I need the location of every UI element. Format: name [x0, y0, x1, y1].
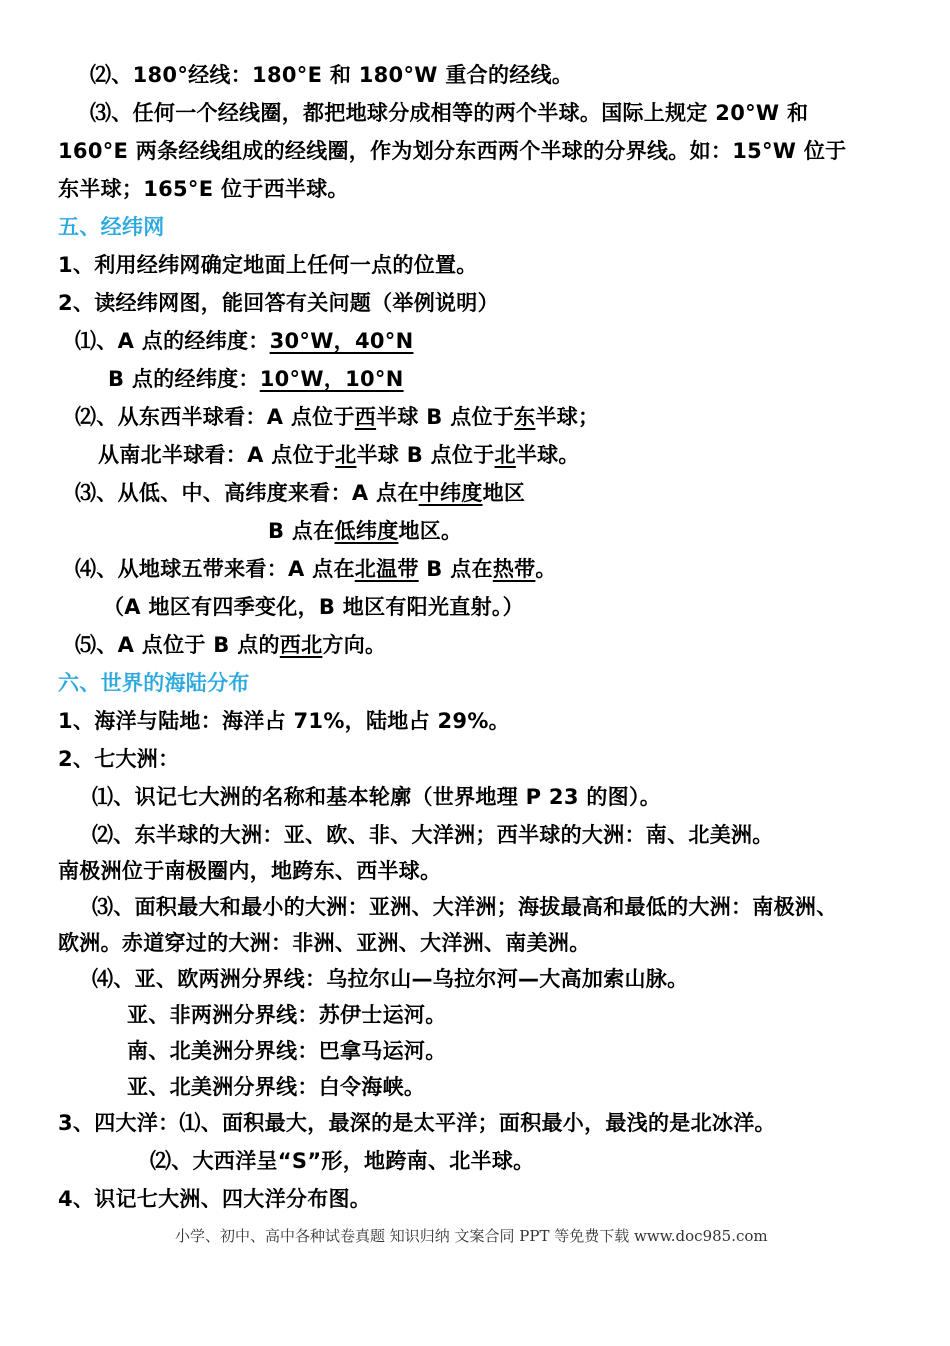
- text-line: 南、北美洲分界线：巴拿马运河。: [127, 1039, 447, 1063]
- text-fragment: 。: [535, 557, 557, 581]
- answer-underlined: 低纬度: [334, 519, 399, 543]
- text-line: 欧洲。赤道穿过的大洲：非洲、亚洲、大洋洲、南美洲。: [58, 931, 591, 955]
- text-fragment: ⑵、从东西半球看：A 点位于: [75, 405, 355, 429]
- answer-underlined: 北: [335, 443, 357, 467]
- text-fragment: 地区: [482, 481, 526, 505]
- text-fragment: B 点在: [418, 557, 493, 581]
- text-fragment: B 点的经纬度：: [108, 367, 260, 391]
- text-line: 4、识记七大洲、四大洋分布图。: [58, 1187, 372, 1211]
- text-line: 1、利用经纬网确定地面上任何一点的位置。: [58, 253, 478, 277]
- text-line: [98, 440, 580, 470]
- text-line: 3、四大洋：⑴、面积最大，最深的是太平洋；面积最小，最浅的是北冰洋。: [58, 1111, 776, 1135]
- text-line: 160°E 两条经线组成的经线圈，作为划分东西两个半球的分界线。如：15°W 位于: [58, 139, 847, 163]
- text-line: ⑶、任何一个经线圈，都把地球分成相等的两个半球。国际上规定 20°W 和: [90, 101, 809, 125]
- text-line: [75, 478, 525, 508]
- text-line: ⑵、东半球的大洲：亚、欧、非、大洋洲；西半球的大洲：南、北美洲。: [92, 823, 774, 847]
- text-line: 2、七大洲：: [58, 747, 180, 771]
- section-heading-5: 五、经纬网: [58, 215, 165, 239]
- text-fragment: ⑶、从低、中、高纬度来看：A 点在: [75, 481, 419, 505]
- text-line: [75, 326, 413, 356]
- text-fragment: 半球；: [535, 405, 600, 429]
- text-line: ⑶、面积最大和最小的大洲：亚洲、大洋洲；海拔最高和最低的大洲：南极洲、: [92, 895, 838, 919]
- text-line: 2、读经纬网图，能回答有关问题（举例说明）: [58, 291, 499, 315]
- text-line: ⑵、大西洋呈“S”形，地跨南、北半球。: [150, 1149, 535, 1173]
- answer-underlined: 西北: [279, 633, 323, 657]
- text-fragment: 半球 B 点位于: [356, 443, 495, 467]
- text-fragment: ⑸、A 点位于 B 点的: [75, 633, 280, 657]
- text-line: 东半球；165°E 位于西半球。: [58, 177, 349, 201]
- text-fragment: 半球 B 点位于: [376, 405, 515, 429]
- text-line: [75, 630, 386, 660]
- text-line: ⑷、亚、欧两洲分界线：乌拉尔山—乌拉尔河—大高加索山脉。: [92, 967, 689, 991]
- answer-underlined: 北温带: [354, 557, 419, 581]
- text-fragment: 半球。: [515, 443, 580, 467]
- text-line: ⑴、识记七大洲的名称和基本轮廓（世界地理 P 23 的图）。: [92, 785, 662, 809]
- answer-underlined: 东: [514, 405, 536, 429]
- text-line: [75, 402, 599, 432]
- text-line: 1、海洋与陆地：海洋占 71%，陆地占 29%。: [58, 709, 510, 733]
- text-line: [108, 364, 404, 394]
- answer-underlined: 中纬度: [418, 481, 483, 505]
- section-heading-6: 六、世界的海陆分布: [58, 671, 250, 695]
- text-line: 亚、北美洲分界线：白令海峡。: [127, 1075, 426, 1099]
- text-line: （A 地区有四季变化，B 地区有阳光直射。）: [103, 595, 524, 619]
- text-fragment: 方向。: [322, 633, 387, 657]
- page-footer: 小学、初中、高中各种试卷真题 知识归纳 文案合同 PPT 等免费下载 www.doc985.com: [175, 1227, 768, 1245]
- text-fragment: 从南北半球看：A 点位于: [98, 443, 336, 467]
- text-line: [268, 516, 462, 546]
- text-line: 南极洲位于南极圈内，地跨东、西半球。: [58, 859, 442, 883]
- text-line: 亚、非两洲分界线：苏伊士运河。: [127, 1003, 447, 1027]
- answer-underlined: 热带: [492, 557, 536, 581]
- answer-underlined: 10°W，10°N: [259, 367, 404, 391]
- answer-underlined: 西: [354, 405, 377, 429]
- answer-underlined: 北: [494, 443, 516, 467]
- text-fragment: B 点在: [268, 519, 335, 543]
- answer-underlined: 30°W，40°N: [269, 329, 414, 353]
- text-line: ⑵、180°经线：180°E 和 180°W 重合的经线。: [90, 63, 574, 87]
- text-fragment: 地区。: [398, 519, 463, 543]
- text-fragment: ⑷、从地球五带来看：A 点在: [75, 557, 355, 581]
- text-fragment: ⑴、A 点的经纬度：: [75, 329, 270, 353]
- text-line: [75, 554, 557, 584]
